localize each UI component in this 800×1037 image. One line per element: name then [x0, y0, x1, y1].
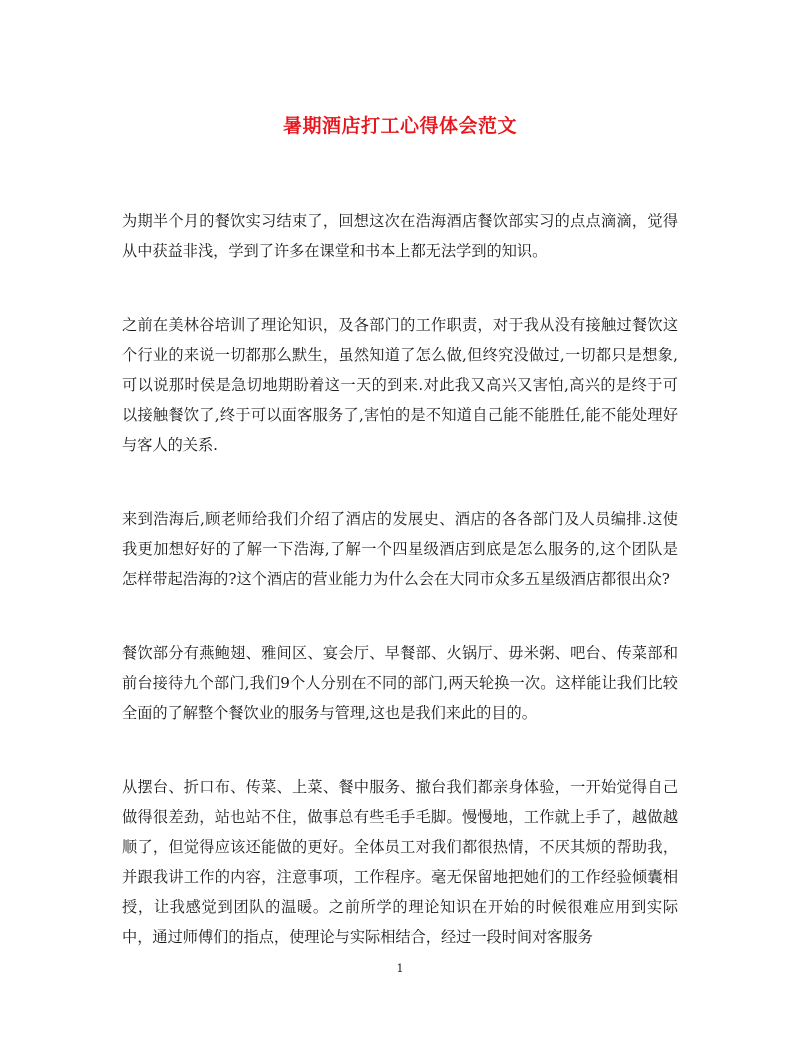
- paragraph-1: 为期半个月的餐饮实习结束了，回想这次在浩海酒店餐饮部实习的点点滴滴，觉得从中获益非浅，学到了许多在课堂和书本上都无法学到的知识。: [122, 212, 678, 260]
- document-title: 暑期酒店打工心得体会范文: [282, 115, 517, 137]
- paragraph-5: 从摆台、折口布、传菜、上菜、餐中服务、撤台我们都亲身体验，一开始觉得自己做得很差劲，站也站不住，做事总有些毛手毛脚。慢慢地，工作就上手了，越做越顺了，但觉得应该还能做的更好。全体员工对我们都很热情，不厌其烦的帮助我，并跟我讲工作的内容，注意事项，工作程序。毫无保留地把她们的工作经验倾囊相授，让我感觉到团队的温暖。之前所学的理论知识在开始的时候很难应用到实际中，通过师傅们的指点，使理论与实际相结合，经过一段时间对客服务: [122, 778, 678, 946]
- document-body: [122, 206, 678, 952]
- paragraph-4: 餐饮部分有燕鲍翅、雅间区、宴会厅、早餐部、火锅厅、毋米粥、吧台、传菜部和前台接待九个部门,我们9个人分别在不同的部门,两天轮换一次。这样能让我们比较全面的了解整个餐饮业的服务与管理,这也是我们来此的目的。: [122, 644, 678, 722]
- page-number: 1: [396, 962, 404, 975]
- paragraph-2: 之前在美林谷培训了理论知识，及各部门的工作职责，对于我从没有接触过餐饮这个行业的来说一切都那么默生，虽然知道了怎么做,但终究没做过,一切都只是想象,可以说那时侯是急切地期盼着这一天的到来.对此我又高兴又害怕,高兴的是终于可以接触餐饮了,终于可以面客服务了,害怕的是不知道自己能不能胜任,能不能处理好与客人的关系.: [122, 316, 678, 454]
- paragraph-3: 来到浩海后,顾老师给我们介绍了酒店的发展史、酒店的各各部门及人员编排.这使我更加想好好的了解一下浩海,了解一个四星级酒店到底是怎么服务的,这个团队是怎样带起浩海的?这个酒店的营业能力为什么会在大同市众多五星级酒店都很出众?: [122, 510, 678, 588]
